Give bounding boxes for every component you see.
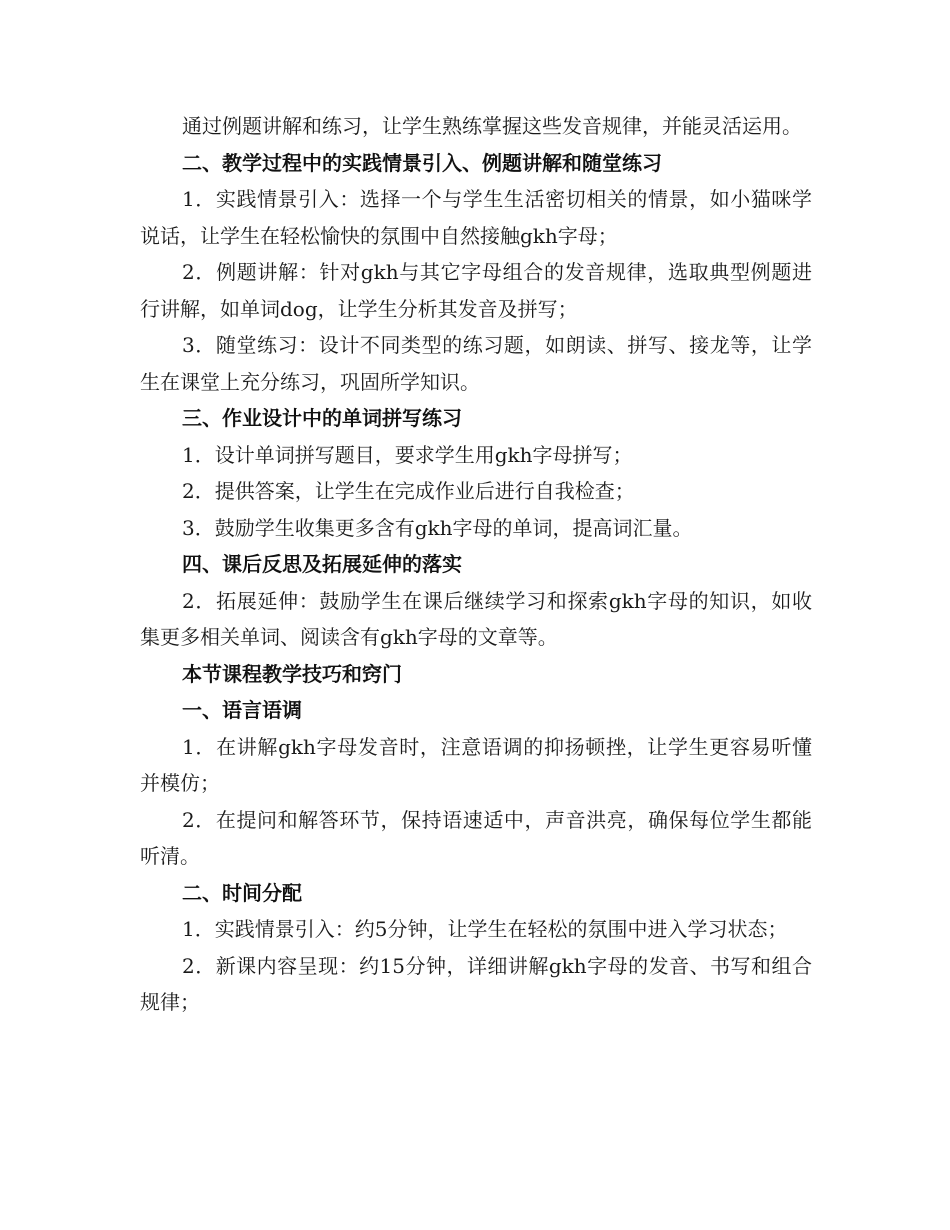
list-item-extension: 2．拓展延伸：鼓励学生在课后继续学习和探索gkh字母的知识，如收集更多相关单词、阅读含有gkh字母的文章等。 xyxy=(140,588,812,649)
section-heading-reflection: 四、课后反思及拓展延伸的落实 xyxy=(182,552,462,576)
list-item-time-1: 1．实践情景引入：约5分钟，让学生在轻松的氛围中进入学习状态； xyxy=(182,917,788,941)
list-item-spelling-questions: 1．设计单词拼写题目，要求学生用gkh字母拼写； xyxy=(182,442,633,467)
section-heading-tips: 本节课程教学技巧和窍门 xyxy=(182,661,402,686)
list-item-collect-words: 3．鼓励学生收集更多含有gkh字母的单词，提高词汇量。 xyxy=(182,515,693,540)
list-item-time-2: 2．新课内容呈现：约15分钟，详细讲解gkh字母的发音、书写和组合规律； xyxy=(140,953,812,1014)
list-item-scenario-intro: 1．实践情景引入：选择一个与学生生活密切相关的情景，如小猫咪学说话，让学生在轻松愉快的氛围中自然接触gkh字母； xyxy=(140,187,812,248)
paragraph-practice-summary: 通过例题讲解和练习，让学生熟练掌握这些发音规律，并能灵活运用。 xyxy=(182,114,802,138)
list-item-intonation-1: 1．在讲解gkh字母发音时，注意语调的抑扬顿挫，让学生更容易听懂并模仿； xyxy=(140,734,812,795)
list-item-intonation-2: 2．在提问和解答环节，保持语速适中，声音洪亮，确保每位学生都能听清。 xyxy=(140,807,812,868)
list-item-in-class-practice: 3．随堂练习：设计不同类型的练习题，如朗读、拼写、接龙等，让学生在课堂上充分练习，巩固所学知识。 xyxy=(140,333,812,394)
section-heading-teaching-process: 二、教学过程中的实践情景引入、例题讲解和随堂练习 xyxy=(182,150,662,175)
document-body xyxy=(140,108,812,1021)
section-heading-intonation: 一、语言语调 xyxy=(182,698,302,722)
list-item-provide-answers: 2．提供答案，让学生在完成作业后进行自我检查； xyxy=(182,479,635,503)
section-heading-time-allocation: 二、时间分配 xyxy=(182,880,302,905)
section-heading-homework: 三、作业设计中的单词拼写练习 xyxy=(182,406,462,430)
list-item-example-explanation: 2．例题讲解：针对gkh与其它字母组合的发音规律，选取典型例题进行讲解，如单词dog，让学生分析其发音及拼写； xyxy=(140,260,812,321)
